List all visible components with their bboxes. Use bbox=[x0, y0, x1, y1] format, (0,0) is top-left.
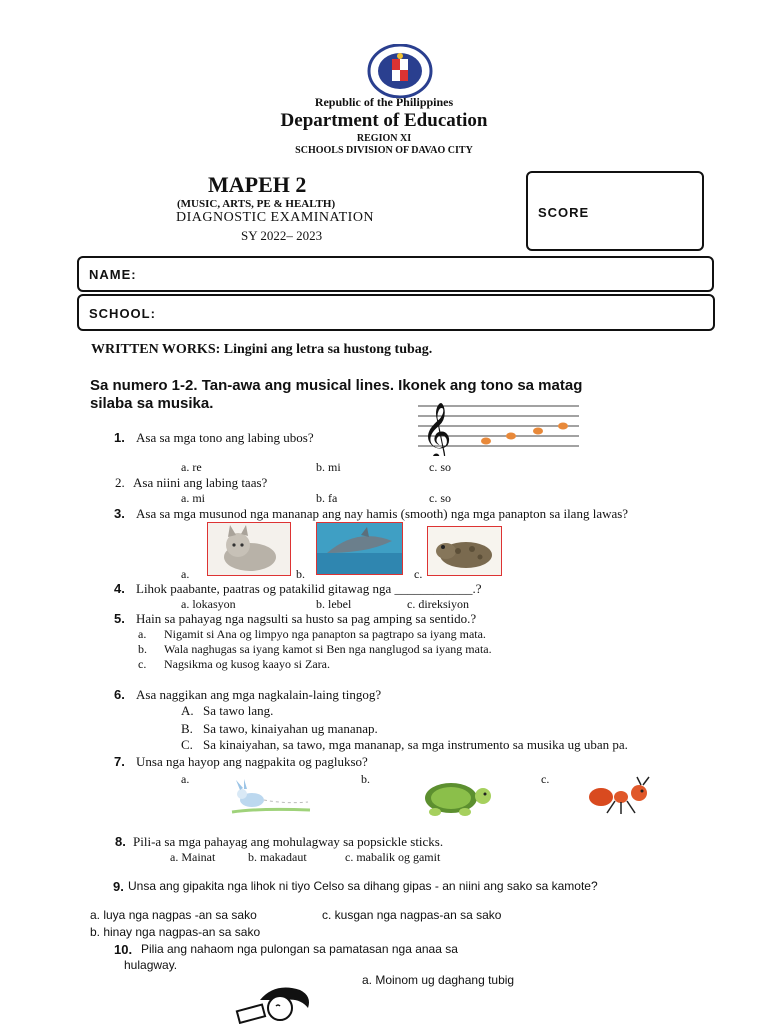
turtle-image[interactable] bbox=[413, 778, 498, 820]
q3-option-c[interactable]: c. bbox=[414, 567, 423, 581]
dolphin-image[interactable] bbox=[316, 522, 403, 575]
q3-option-b[interactable]: b. bbox=[296, 567, 305, 581]
ant-image[interactable] bbox=[585, 775, 657, 815]
republic-text: Republic of the Philippines bbox=[314, 95, 454, 109]
q5-option-a[interactable]: Nigamit si Ana og limpyo nga panapton sa pagtrapo sa iyang mata. bbox=[164, 627, 486, 641]
division-text: SCHOOLS DIVISION OF DAVAO CITY bbox=[295, 145, 473, 156]
q2-number: 2. bbox=[115, 475, 125, 490]
q8-text: Pili-a sa mga pahayag ang mohulagway sa popsickle sticks. bbox=[133, 834, 444, 849]
q5-option-c[interactable]: Nagsikma og kusog kaayo si Zara. bbox=[164, 657, 330, 671]
svg-text:𝄞: 𝄞 bbox=[422, 402, 452, 456]
q9-option-b[interactable]: b. hinay nga nagpas-an sa sako bbox=[90, 925, 261, 939]
q2-text: Asa niini ang labing taas? bbox=[133, 475, 268, 490]
q2-option-b[interactable]: b. fa bbox=[316, 491, 338, 505]
department-title: Department of Education bbox=[280, 110, 488, 131]
q6-option-c[interactable]: Sa kinaiyahan, sa tawo, mga mananap, sa mga instrumento sa musika ug uban pa. bbox=[203, 737, 628, 752]
q7-option-c[interactable]: c. bbox=[541, 772, 550, 786]
q1-option-a[interactable]: a. re bbox=[181, 460, 202, 474]
q2-option-c[interactable]: c. so bbox=[429, 491, 451, 505]
q6-option-c-letter: C. bbox=[181, 737, 193, 752]
q6-number: 6. bbox=[114, 687, 125, 702]
q8-option-c[interactable]: c. mabalik og gamit bbox=[345, 850, 441, 864]
q7-text: Unsa nga hayop ang nagpakita og paglukso? bbox=[136, 754, 368, 769]
q7-option-a[interactable]: a. bbox=[181, 772, 190, 786]
rabbit-jumping-image[interactable] bbox=[230, 778, 312, 820]
q5-option-b[interactable]: Wala naghugas sa iyang kamot si Ben nga nanglugod sa iyang mata. bbox=[164, 642, 492, 656]
score-label: SCORE bbox=[538, 205, 590, 220]
q9-number: 9. bbox=[113, 879, 124, 894]
q6-text: Asa naggikan ang mga nagkalain-laing tingog? bbox=[136, 687, 382, 702]
q5-option-c-letter: c. bbox=[138, 657, 147, 671]
written-works-instruction: WRITTEN WORKS: Lingini ang letra sa hustong tubag. bbox=[91, 342, 433, 357]
school-label: SCHOOL: bbox=[89, 306, 156, 321]
q1-number: 1. bbox=[114, 430, 125, 445]
q6-option-b-letter: B. bbox=[181, 721, 193, 736]
q10-text-line2: hulagway. bbox=[124, 958, 178, 972]
name-label: NAME: bbox=[89, 267, 137, 282]
q3-number: 3. bbox=[114, 506, 125, 521]
q6-option-a[interactable]: Sa tawo lang. bbox=[203, 703, 274, 718]
q2-option-a[interactable]: a. mi bbox=[181, 491, 205, 505]
school-field[interactable] bbox=[77, 294, 715, 331]
q5-text: Hain sa pahayag nga nagsulti sa husto sa pag amping sa sentido.? bbox=[136, 611, 477, 626]
exam-subtitle: (MUSIC, ARTS, PE & HEALTH) bbox=[177, 198, 336, 210]
person-drinking-image[interactable] bbox=[230, 982, 318, 1024]
deped-seal-logo bbox=[365, 44, 435, 98]
section-instruction-line2: silaba sa musika. bbox=[90, 395, 214, 412]
exam-type: DIAGNOSTIC EXAMINATION bbox=[176, 210, 375, 225]
musical-staff-image bbox=[416, 396, 581, 456]
q8-option-a[interactable]: a. Mainat bbox=[170, 850, 216, 864]
q1-option-b[interactable]: b. mi bbox=[316, 460, 341, 474]
kitten-image[interactable] bbox=[207, 522, 291, 576]
school-year: SY 2022– 2023 bbox=[241, 228, 323, 243]
q1-option-c[interactable]: c. so bbox=[429, 460, 451, 474]
q5-number: 5. bbox=[114, 611, 125, 626]
q9-option-a[interactable]: a. luya nga nagpas -an sa sako bbox=[90, 908, 257, 922]
q3-text: Asa sa mga musunod nga mananap ang nay hamis (smooth) nga mga panapton sa ilang lawas? bbox=[136, 506, 629, 521]
q6-option-a-letter: A. bbox=[181, 703, 194, 718]
q4-option-a[interactable]: a. lokasyon bbox=[181, 597, 236, 611]
exam-subject: MAPEH 2 bbox=[208, 172, 307, 197]
q10-text-line1: Pilia ang nahaom nga pulongan sa pamatasan nga anaa sa bbox=[141, 942, 458, 956]
q3-option-a[interactable]: a. bbox=[181, 567, 190, 581]
q9-text: Unsa ang gipakita nga lihok ni tiyo Celso sa dihang gipas - an niini ang sako sa kamote? bbox=[128, 879, 598, 893]
name-field[interactable] bbox=[77, 256, 714, 292]
q10-number: 10. bbox=[114, 942, 133, 957]
q4-option-c[interactable]: c. direksiyon bbox=[407, 597, 469, 611]
q8-number: 8. bbox=[115, 834, 126, 849]
q5-option-a-letter: a. bbox=[138, 627, 147, 641]
q4-option-b[interactable]: b. lebel bbox=[316, 597, 352, 611]
q6-option-b[interactable]: Sa tawo, kinaiyahan ug mananap. bbox=[203, 721, 378, 736]
q4-text: Lihok paabante, paatras og patakilid gitawag nga ____________.? bbox=[136, 581, 482, 596]
q4-number: 4. bbox=[114, 581, 125, 596]
section-instruction-line1: Sa numero 1-2. Tan-awa ang musical lines. Ikonek ang tono sa matag bbox=[90, 377, 583, 394]
q10-option-a[interactable]: a. Moinom ug daghang tubig bbox=[362, 973, 515, 987]
q5-option-b-letter: b. bbox=[138, 642, 147, 656]
toad-image[interactable] bbox=[427, 526, 502, 576]
region-text: REGION XI bbox=[356, 133, 412, 144]
q1-text: Asa sa mga tono ang labing ubos? bbox=[136, 430, 314, 445]
q8-option-b[interactable]: b. makadaut bbox=[248, 850, 307, 864]
q7-option-b[interactable]: b. bbox=[361, 772, 370, 786]
q9-option-c[interactable]: c. kusgan nga nagpas-an sa sako bbox=[322, 908, 502, 922]
score-box[interactable] bbox=[526, 171, 704, 251]
q7-number: 7. bbox=[114, 754, 125, 769]
